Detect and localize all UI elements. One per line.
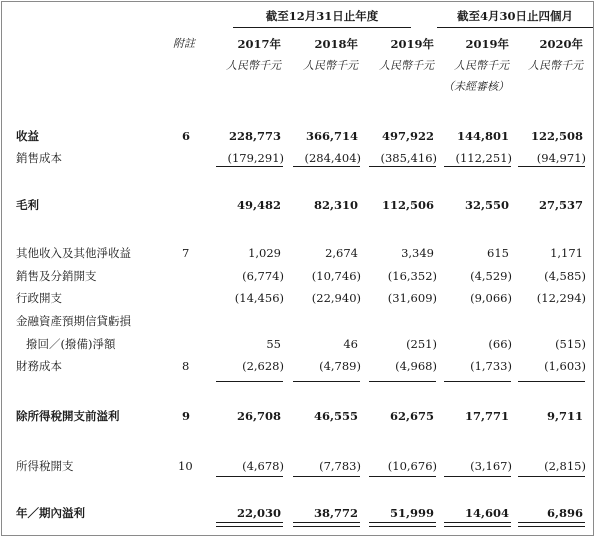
subtotal-line-2017	[216, 166, 283, 167]
row-note: 10	[178, 459, 193, 473]
header-year-2020-4m: 2020年	[539, 37, 583, 51]
header-currency-2019: 人民幣千元	[379, 59, 434, 72]
header-group-4m: 截至4月30日止四個月	[456, 9, 573, 23]
value-cell-2019: (385,416)	[380, 151, 437, 165]
value-cell-2018: 46	[343, 337, 358, 351]
header-underline-year	[233, 27, 411, 28]
value-cell-2020-4m: 9,711	[546, 409, 583, 423]
subtotal-line-2020-4m-c	[518, 476, 585, 477]
subtotal-line-2019-4m-c	[444, 476, 511, 477]
header-group-year: 截至12月31日止年度	[265, 9, 379, 23]
row-label: 銷售及分銷開支	[16, 269, 97, 283]
value-cell-2019-4m: (4,529)	[470, 269, 512, 283]
value-cell-2018: 366,714	[305, 129, 358, 143]
value-cell-2019: (10,676)	[387, 459, 437, 473]
value-cell-2019: 112,506	[381, 198, 434, 212]
value-cell-2018: (4,789)	[319, 359, 361, 373]
row-label: 金融資產預期信貸虧損	[16, 314, 131, 328]
value-cell-2019: (4,968)	[395, 359, 437, 373]
value-cell-2019-4m: (9,066)	[470, 291, 512, 305]
header-year-2019-4m: 2019年	[465, 37, 509, 51]
subtotal-line-2017-c	[216, 476, 283, 477]
value-cell-2019-4m: (112,251)	[455, 151, 512, 165]
total-double-line-2018-a	[293, 522, 360, 523]
value-cell-2020-4m: (94,971)	[536, 151, 586, 165]
subtotal-line-2018	[293, 166, 360, 167]
row-label: 銷售成本	[16, 151, 62, 165]
total-double-line-2019-b	[369, 526, 436, 527]
row-note: 9	[182, 409, 191, 423]
header-currency-2018: 人民幣千元	[303, 59, 358, 72]
total-double-line-2018-b	[293, 526, 360, 527]
value-cell-2020-4m: (4,585)	[544, 269, 586, 283]
row-label: 毛利	[16, 198, 39, 212]
row-note: 8	[182, 359, 190, 373]
total-double-line-2019-a	[369, 522, 436, 523]
subtotal-line-2020-4m-b	[518, 381, 585, 382]
value-cell-2019: (251)	[406, 337, 437, 351]
subtotal-line-2019-b	[369, 381, 436, 382]
subtotal-line-2019-4m-b	[444, 381, 511, 382]
subtotal-line-2019-c	[369, 476, 436, 477]
subtotal-line-2019	[369, 166, 436, 167]
header-underline-4m	[437, 27, 593, 28]
value-cell-2017: 49,482	[236, 198, 281, 212]
value-cell-2019: (31,609)	[387, 291, 437, 305]
subtotal-line-2019-4m	[444, 166, 511, 167]
row-label: 撥回／(撥備)淨額	[26, 337, 116, 351]
row-label: 年／期內溢利	[16, 506, 85, 520]
row-label: 除所得稅開支前溢利	[16, 409, 120, 423]
subtotal-line-2020-4m	[518, 166, 585, 167]
value-cell-2020-4m: 6,896	[546, 506, 583, 520]
value-cell-2017: (6,774)	[242, 269, 284, 283]
value-cell-2017: 26,708	[236, 409, 281, 423]
header-year-2017: 2017年	[237, 37, 281, 51]
subtotal-line-2017-b	[216, 381, 283, 382]
value-cell-2019-4m: (66)	[488, 337, 512, 351]
value-cell-2019-4m: 17,771	[464, 409, 509, 423]
value-cell-2017: 55	[266, 337, 281, 351]
value-cell-2017: (2,628)	[242, 359, 284, 373]
row-label: 行政開支	[16, 291, 62, 305]
value-cell-2019-4m: 14,604	[464, 506, 509, 520]
value-cell-2019: (16,352)	[387, 269, 437, 283]
value-cell-2018: (284,404)	[304, 151, 361, 165]
value-cell-2017: (4,678)	[242, 459, 284, 473]
total-double-line-2019-4m-b	[444, 526, 511, 527]
value-cell-2020-4m: (515)	[555, 337, 586, 351]
row-label: 財務成本	[16, 359, 62, 373]
value-cell-2017: (14,456)	[234, 291, 284, 305]
header-unaudited: （未經審核）	[443, 80, 509, 93]
row-note: 6	[182, 129, 191, 143]
row-note: 7	[182, 246, 190, 260]
value-cell-2019: 51,999	[389, 506, 434, 520]
total-double-line-2020-4m-a	[518, 522, 585, 523]
value-cell-2018: (10,746)	[311, 269, 361, 283]
value-cell-2019-4m: (3,167)	[470, 459, 512, 473]
subtotal-line-2018-b	[293, 381, 360, 382]
value-cell-2020-4m: (1,603)	[544, 359, 586, 373]
value-cell-2018: 46,555	[313, 409, 358, 423]
value-cell-2019-4m: (1,733)	[470, 359, 512, 373]
value-cell-2017: 1,029	[248, 246, 281, 260]
value-cell-2017: 228,773	[228, 129, 281, 143]
value-cell-2017: (179,291)	[227, 151, 284, 165]
header-currency-2019-4m: 人民幣千元	[454, 59, 509, 72]
row-label: 收益	[16, 129, 39, 143]
header-currency-2020-4m: 人民幣千元	[528, 59, 583, 72]
total-double-line-2017-b	[216, 526, 283, 527]
value-cell-2019: 497,922	[381, 129, 434, 143]
header-year-2019: 2019年	[390, 37, 434, 51]
header-currency-2017: 人民幣千元	[226, 59, 281, 72]
value-cell-2018: (7,783)	[319, 459, 361, 473]
value-cell-2020-4m: 122,508	[530, 129, 583, 143]
value-cell-2019: 62,675	[389, 409, 434, 423]
value-cell-2019-4m: 144,801	[456, 129, 509, 143]
value-cell-2018: 38,772	[313, 506, 358, 520]
row-label: 其他收入及其他淨收益	[16, 246, 131, 260]
subtotal-line-2018-c	[293, 476, 360, 477]
total-double-line-2019-4m-a	[444, 522, 511, 523]
total-double-line-2017-a	[216, 522, 283, 523]
header-year-2018: 2018年	[314, 37, 358, 51]
value-cell-2019: 3,349	[401, 246, 434, 260]
value-cell-2020-4m: (2,815)	[544, 459, 586, 473]
value-cell-2018: 82,310	[313, 198, 358, 212]
total-double-line-2020-4m-b	[518, 526, 585, 527]
value-cell-2017: 22,030	[236, 506, 281, 520]
value-cell-2018: 2,674	[325, 246, 358, 260]
value-cell-2019-4m: 615	[487, 246, 509, 260]
row-label: 所得稅開支	[16, 459, 74, 473]
value-cell-2018: (22,940)	[311, 291, 361, 305]
value-cell-2020-4m: 1,171	[550, 246, 583, 260]
value-cell-2020-4m: (12,294)	[536, 291, 586, 305]
value-cell-2020-4m: 27,537	[538, 198, 583, 212]
header-note-label: 附註	[173, 37, 195, 50]
value-cell-2019-4m: 32,550	[464, 198, 509, 212]
